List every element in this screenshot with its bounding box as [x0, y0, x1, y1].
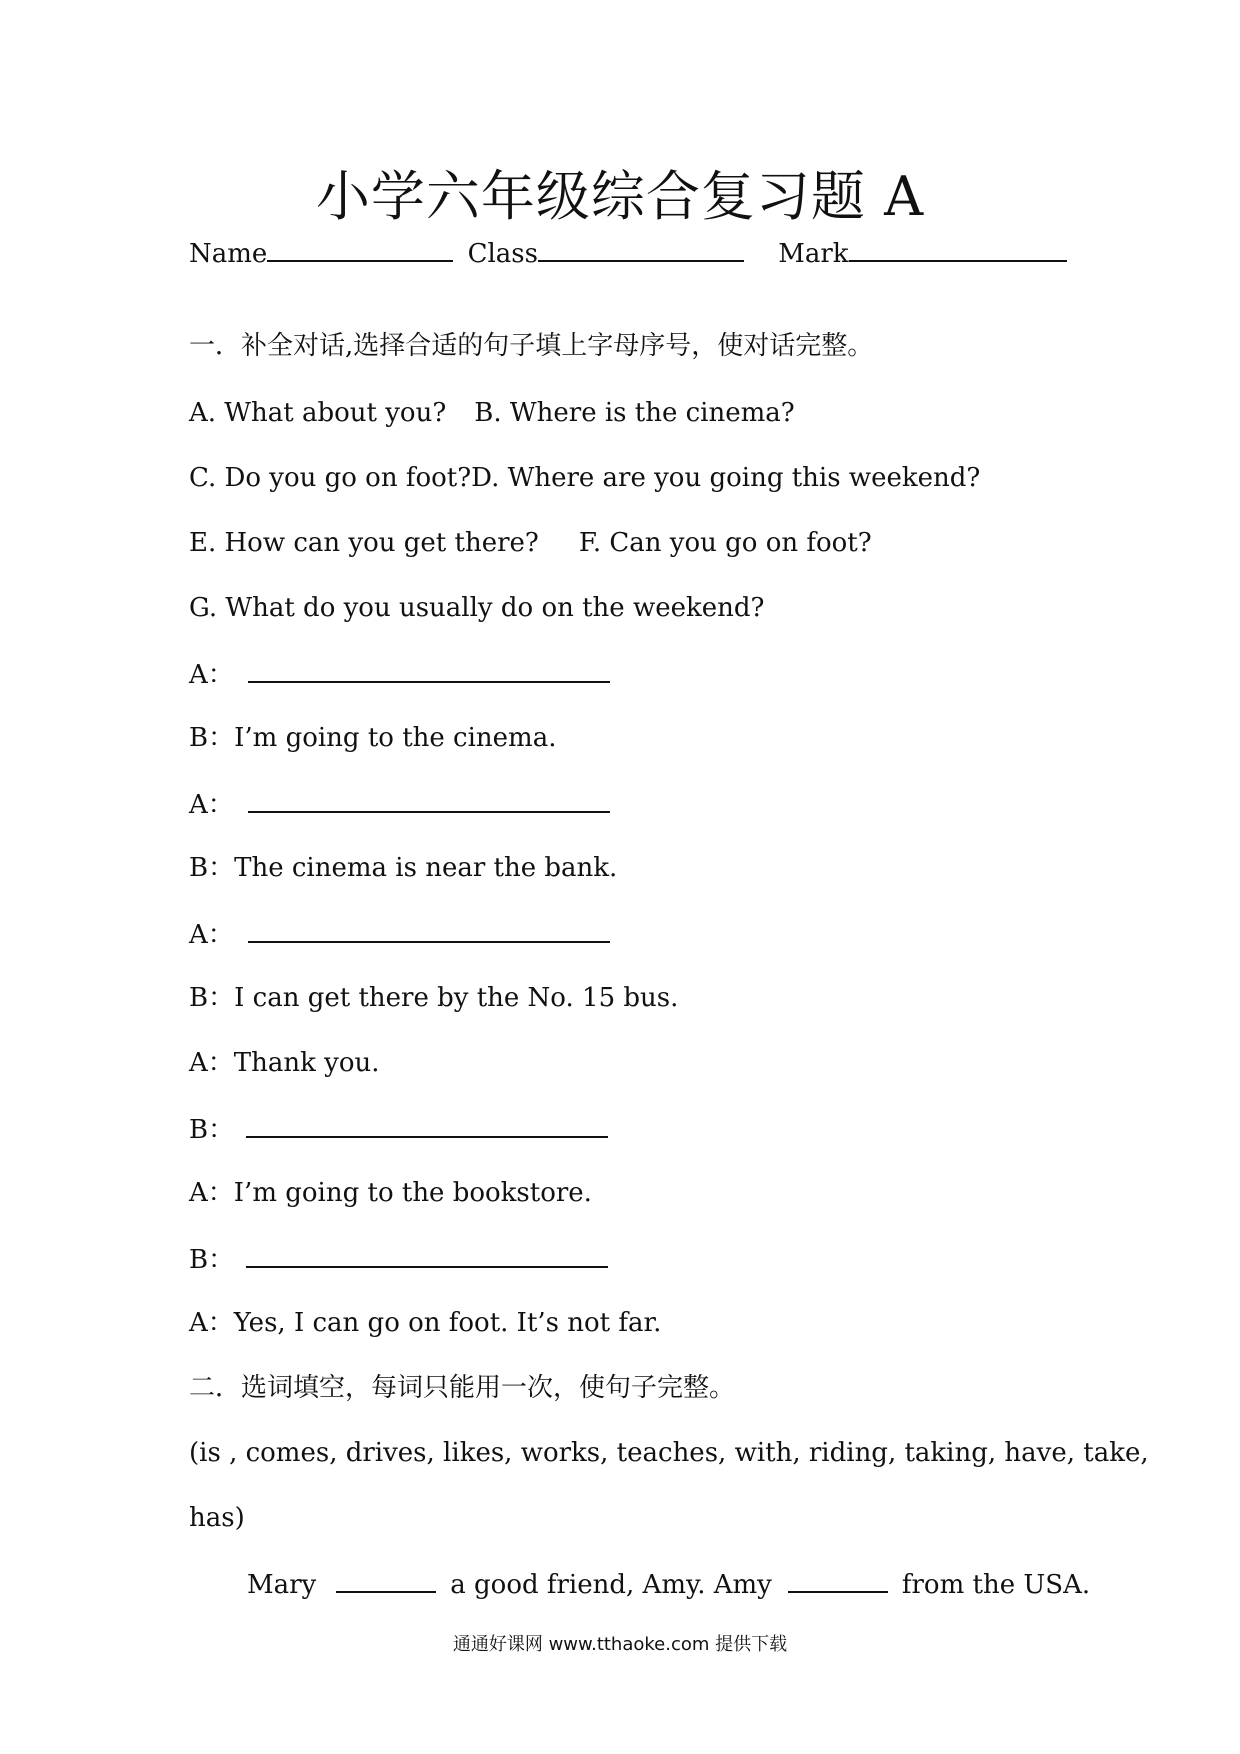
speaker-label: A： — [189, 1048, 234, 1078]
fill-in-sentence — [247, 1565, 1090, 1603]
dialogue-text: Yes, I can go on foot. It’s not far. — [233, 1308, 662, 1338]
dialogue-text: Thank you. — [233, 1048, 380, 1078]
dialogue-text: I’m going to the bookstore. — [233, 1178, 592, 1208]
options-line-3 — [189, 525, 872, 561]
answer-blank-3[interactable] — [248, 915, 610, 943]
dialogue-line-5 — [189, 915, 610, 953]
speaker-label: A： — [189, 660, 234, 690]
section2-heading: 二．选词填空，每词只能用一次，使句子完整。 — [189, 1373, 736, 1403]
speaker-label: B： — [189, 853, 235, 883]
option-c-d: C. Do you go on foot?D. Where are you going this weekend? — [189, 463, 981, 493]
class-blank[interactable] — [538, 234, 744, 262]
dialogue-text: The cinema is near the bank. — [234, 853, 618, 883]
answer-blank-1[interactable] — [248, 655, 610, 683]
options-line-4 — [189, 590, 764, 626]
dialogue-line-2 — [189, 720, 556, 756]
dialogue-line-4 — [189, 850, 617, 886]
speaker-label: B： — [189, 1115, 235, 1145]
header-fields — [189, 234, 1067, 272]
option-f: F. Can you go on foot? — [578, 528, 872, 558]
page-title: 小学六年级综合复习题 A — [315, 165, 925, 228]
page-footer: 通通好课网 www.tthaoke.com 提供下载 — [452, 1634, 788, 1655]
dialogue-line-8 — [189, 1110, 608, 1148]
speaker-label: A： — [189, 1178, 234, 1208]
speaker-label: A： — [189, 920, 234, 950]
sentence-part-2: a good friend, Amy. Amy — [450, 1570, 772, 1600]
sentence-part-1: Mary — [247, 1570, 317, 1600]
speaker-label: B： — [189, 1245, 235, 1275]
dialogue-line-1 — [189, 655, 610, 693]
fill-blank-1[interactable] — [336, 1565, 436, 1593]
word-bank-line-2: has) — [189, 1503, 245, 1533]
speaker-label: A： — [189, 1308, 234, 1338]
option-e: E. How can you get there? — [189, 528, 539, 558]
class-label: Class — [467, 239, 538, 269]
fill-blank-2[interactable] — [788, 1565, 888, 1593]
dialogue-line-3 — [189, 785, 610, 823]
dialogue-line-10 — [189, 1240, 608, 1278]
dialogue-line-6 — [189, 980, 678, 1016]
name-label: Name — [189, 239, 268, 269]
dialogue-line-7 — [189, 1045, 380, 1081]
answer-blank-4[interactable] — [246, 1110, 608, 1138]
speaker-label: B： — [189, 723, 235, 753]
sentence-part-3: from the USA. — [901, 1570, 1091, 1600]
dialogue-text: I can get there by the No. 15 bus. — [234, 983, 679, 1013]
option-g: G. What do you usually do on the weekend? — [189, 593, 765, 623]
answer-blank-5[interactable] — [246, 1240, 608, 1268]
name-blank[interactable] — [267, 234, 453, 262]
mark-label: Mark — [778, 239, 849, 269]
section1-heading: 一．补全对话,选择合适的句子填上字母序号，使对话完整。 — [189, 331, 874, 361]
options-line-1 — [189, 395, 795, 431]
answer-blank-2[interactable] — [248, 785, 610, 813]
speaker-label: B： — [189, 983, 235, 1013]
dialogue-line-11 — [189, 1305, 661, 1341]
dialogue-line-9 — [189, 1175, 592, 1211]
dialogue-text: I’m going to the cinema. — [234, 723, 557, 753]
speaker-label: A： — [189, 790, 234, 820]
options-line-2 — [189, 460, 980, 496]
word-bank-line-1: (is , comes, drives, likes, works, teaches, with, riding, taking, have, take, — [189, 1438, 1149, 1468]
option-a: A. What about you? — [189, 398, 447, 428]
mark-blank[interactable] — [849, 234, 1067, 262]
option-b: B. Where is the cinema? — [474, 398, 795, 428]
